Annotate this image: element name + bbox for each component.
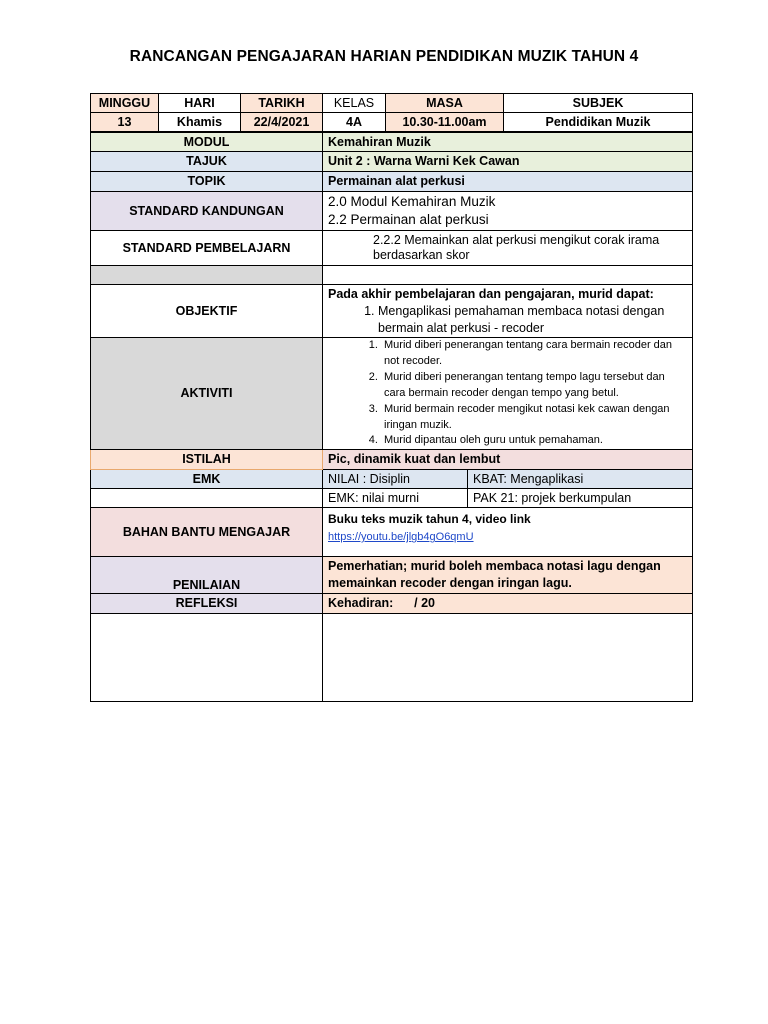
aktiviti-item: 4. Murid dipantau oleh guru untuk pemahaman.: [381, 433, 687, 449]
aktiviti-item: 2. Murid diberi penerangan tentang tempo lagu tersebut dan cara bermain recoder dengan tempo yang betul.: [381, 370, 687, 402]
emk-label: EMK: [91, 470, 323, 489]
aktiviti-value: [323, 338, 693, 450]
aktiviti-label: AKTIVITI: [91, 338, 323, 450]
hari-value: Khamis: [159, 113, 241, 132]
subjek-label: SUBJEK: [504, 94, 693, 113]
aktiviti-list: [328, 338, 687, 449]
refleksi-blank-right: [323, 614, 693, 702]
header-table: [90, 93, 693, 132]
kelas-label: KELAS: [323, 94, 386, 113]
masa-value: 10.30-11.00am: [386, 113, 504, 132]
tajuk-label: TAJUK: [91, 152, 323, 172]
video-link[interactable]: https://youtu.be/jlgb4gO6qmU: [328, 531, 474, 544]
minggu-value: 13: [91, 113, 159, 132]
objektif-intro: Pada akhir pembelajaran dan pengajaran, murid dapat:: [328, 286, 654, 301]
blank-cell: [323, 266, 693, 285]
istilah-label: ISTILAH: [91, 450, 323, 470]
istilah-value: Pic, dinamik kuat dan lembut: [323, 450, 693, 470]
penilaian-label: PENILAIAN: [91, 557, 323, 594]
standard-kandungan-label: STANDARD KANDUNGAN: [91, 192, 323, 231]
standard-pembelajaran-value: [323, 231, 693, 266]
nilai-value: NILAI : Disiplin: [323, 470, 468, 489]
emk-blank-cell: [91, 489, 323, 508]
bbm-label: BAHAN BANTU MENGAJAR: [91, 508, 323, 557]
subjek-value: Pendidikan Muzik: [504, 113, 693, 132]
hari-label: HARI: [159, 94, 241, 113]
aktiviti-item: 1. Murid diberi penerangan tentang cara bermain recoder dan not recoder.: [381, 338, 687, 370]
blank-gray-cell: [91, 266, 323, 285]
lesson-plan-table: [90, 132, 693, 702]
pak21-value: PAK 21: projek berkumpulan: [468, 489, 693, 508]
objektif-list: [328, 303, 687, 337]
minggu-label: MINGGU: [91, 94, 159, 113]
kelas-value: 4A: [323, 113, 386, 132]
tajuk-value: Unit 2 : Warna Warni Kek Cawan: [323, 152, 693, 172]
sp-line-1: 2.2.2 Memainkan alat perkusi mengikut corak irama: [373, 233, 660, 247]
tarikh-value: 22/4/2021: [241, 113, 323, 132]
sp-line-2: berdasarkan skor: [373, 248, 470, 262]
refleksi-label: REFLEKSI: [91, 594, 323, 614]
sk-line-1: 2.0 Modul Kemahiran Muzik: [328, 194, 496, 209]
emk-value: EMK: nilai murni: [323, 489, 468, 508]
tarikh-label: TARIKH: [241, 94, 323, 113]
objektif-label: OBJEKTIF: [91, 285, 323, 338]
penilaian-value: Pemerhatian; murid boleh membaca notasi lagu dengan memainkan recoder dengan iringan lagu.: [323, 557, 693, 594]
bbm-text: Buku teks muzik tahun 4, video link: [328, 512, 531, 527]
standard-pembelajaran-label: STANDARD PEMBELAJARN: [91, 231, 323, 266]
modul-label: MODUL: [91, 133, 323, 152]
modul-value: Kemahiran Muzik: [323, 133, 693, 152]
refleksi-value: Kehadiran: / 20: [323, 594, 693, 614]
sk-line-2: 2.2 Permainan alat perkusi: [328, 212, 489, 227]
masa-label: MASA: [386, 94, 504, 113]
refleksi-blank-left: [91, 614, 323, 702]
bbm-value: [323, 508, 693, 557]
standard-kandungan-value: [323, 192, 693, 231]
kbat-value: KBAT: Mengaplikasi: [468, 470, 693, 489]
topik-value: Permainan alat perkusi: [323, 172, 693, 192]
objektif-value: [323, 285, 693, 338]
aktiviti-item: 3. Murid bermain recoder mengikut notasi kek cawan dengan iringan muzik.: [381, 402, 687, 434]
topik-label: TOPIK: [91, 172, 323, 192]
objektif-item: 1. Mengaplikasi pemahaman membaca notasi dengan bermain alat perkusi - recoder: [378, 303, 687, 337]
document-title: RANCANGAN PENGAJARAN HARIAN PENDIDIKAN MUZIK TAHUN 4: [129, 48, 639, 65]
